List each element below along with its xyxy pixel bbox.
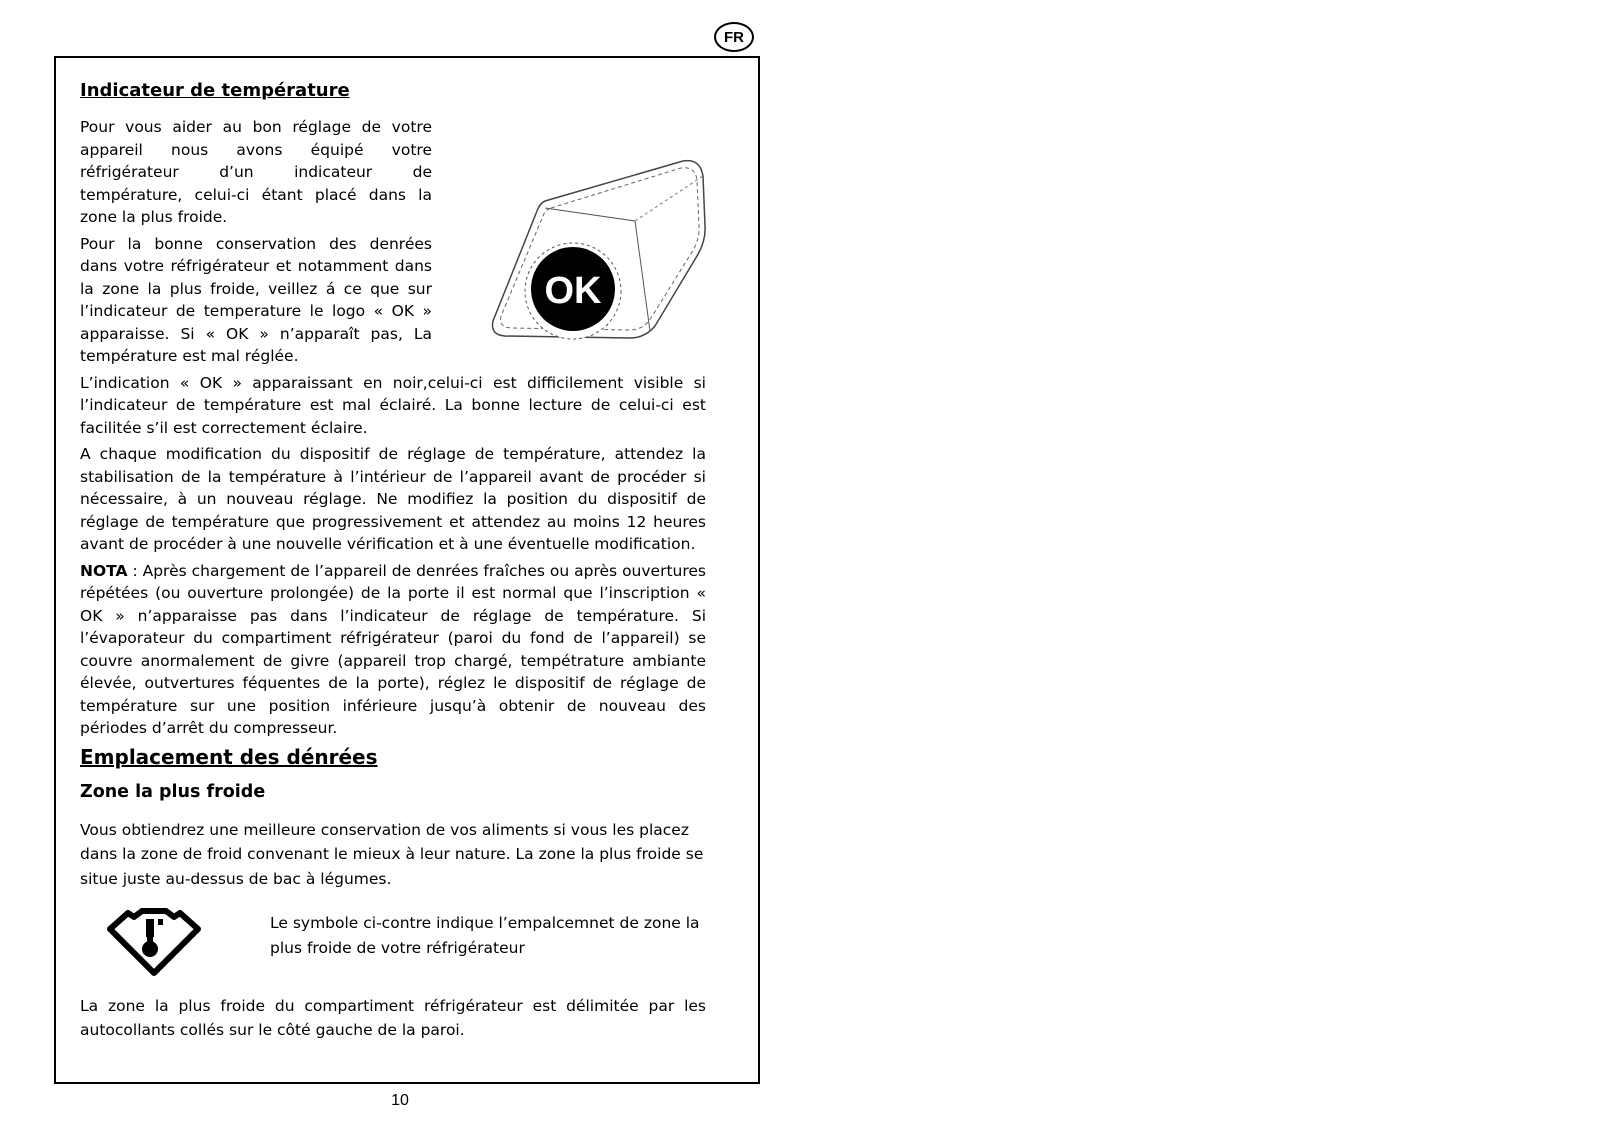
subsection-title-coldest-zone: Zone la plus froide <box>80 781 266 802</box>
ok-visibility-paragraph: L’indication « OK » apparaissant en noir,celui-ci est difficilement visible si l’indicateur de température est mal éclairé. La bonne lecture de celui-ci est facilitée s’il est correctement éclaire. <box>80 373 706 437</box>
ok-logo: OK <box>544 270 602 312</box>
coldest-zone-icon <box>106 907 202 977</box>
temperature-indicator-illustration <box>485 146 725 346</box>
intro-paragraph: Pour vous aider au bon réglage de votre appareil nous avons équipé votre réfrigérateur d’un indicateur de température, celui-ci étant placé dans la zone la plus froide. <box>80 118 432 226</box>
symbol-description: Le symbole ci-contre indique l’empalcemnet de zone la plus froide de votre réfrigérateur <box>270 914 700 957</box>
nota-text: : Après chargement de l’appareil de denrées fraîches ou après ouvertures répétées (ou ouverture prolongée) de la porte il est normal que l’inscription « OK » n’apparaisse pas dans l’indicateur de réglage de température. Si l’évaporateur du compartiment réfrigérateur (paroi du fond de l’appareil) se couvre anormalement de givre (appareil trop chargé, tempétrature ambiante élevée, outvertures féquentes de la porte), réglez le dispositif de réglage de température sur une position inférieure jusqu’à obtenir de nouveau des périodes d’arrêt du compresseur. <box>80 561 706 737</box>
stickers-paragraph: La zone la plus froide du compartiment réfrigérateur est délimitée par les autocollants collés sur le côté gauche de la paroi. <box>80 996 706 1039</box>
language-badge: FR <box>714 22 754 52</box>
symbol-row <box>80 907 706 984</box>
conservation-paragraph: Pour la bonne conservation des denrées dans votre réfrigérateur et notamment dans la zone la plus froide, veillez á ce que sur l’indicateur de temperature le logo « OK » apparaisse. Si « OK » n’apparaît pas, La température est mal réglée. <box>80 234 432 365</box>
nota-label: NOTA <box>80 561 128 580</box>
section-title-food-placement: Emplacement des dénrées <box>80 744 378 769</box>
page-number: 10 <box>391 1092 409 1109</box>
intro-block <box>80 116 706 368</box>
adjustment-paragraph: A chaque modification du dispositif de réglage de température, attendez la stabilisation de la température à l’intérieur de l’appareil avant de procéder si nécessaire, à un nouveau réglage. Ne modifiez la position du dispositif de réglage de température que progressivement et attendez au moins 12 heures avant de procéder à une nouvelle vérification et à une éventuelle modification. <box>80 445 706 553</box>
page-content <box>80 78 706 1043</box>
section-title-temperature-indicator: Indicateur de température <box>80 80 350 101</box>
coldest-zone-paragraph: Vous obtiendrez une meilleure conservation de vos aliments si vous les placez dans la zone de froid convenant le mieux à leur nature. La zone la plus froide se situe juste au-dessus de bac à légumes. <box>80 820 704 888</box>
nota-paragraph <box>80 560 706 740</box>
